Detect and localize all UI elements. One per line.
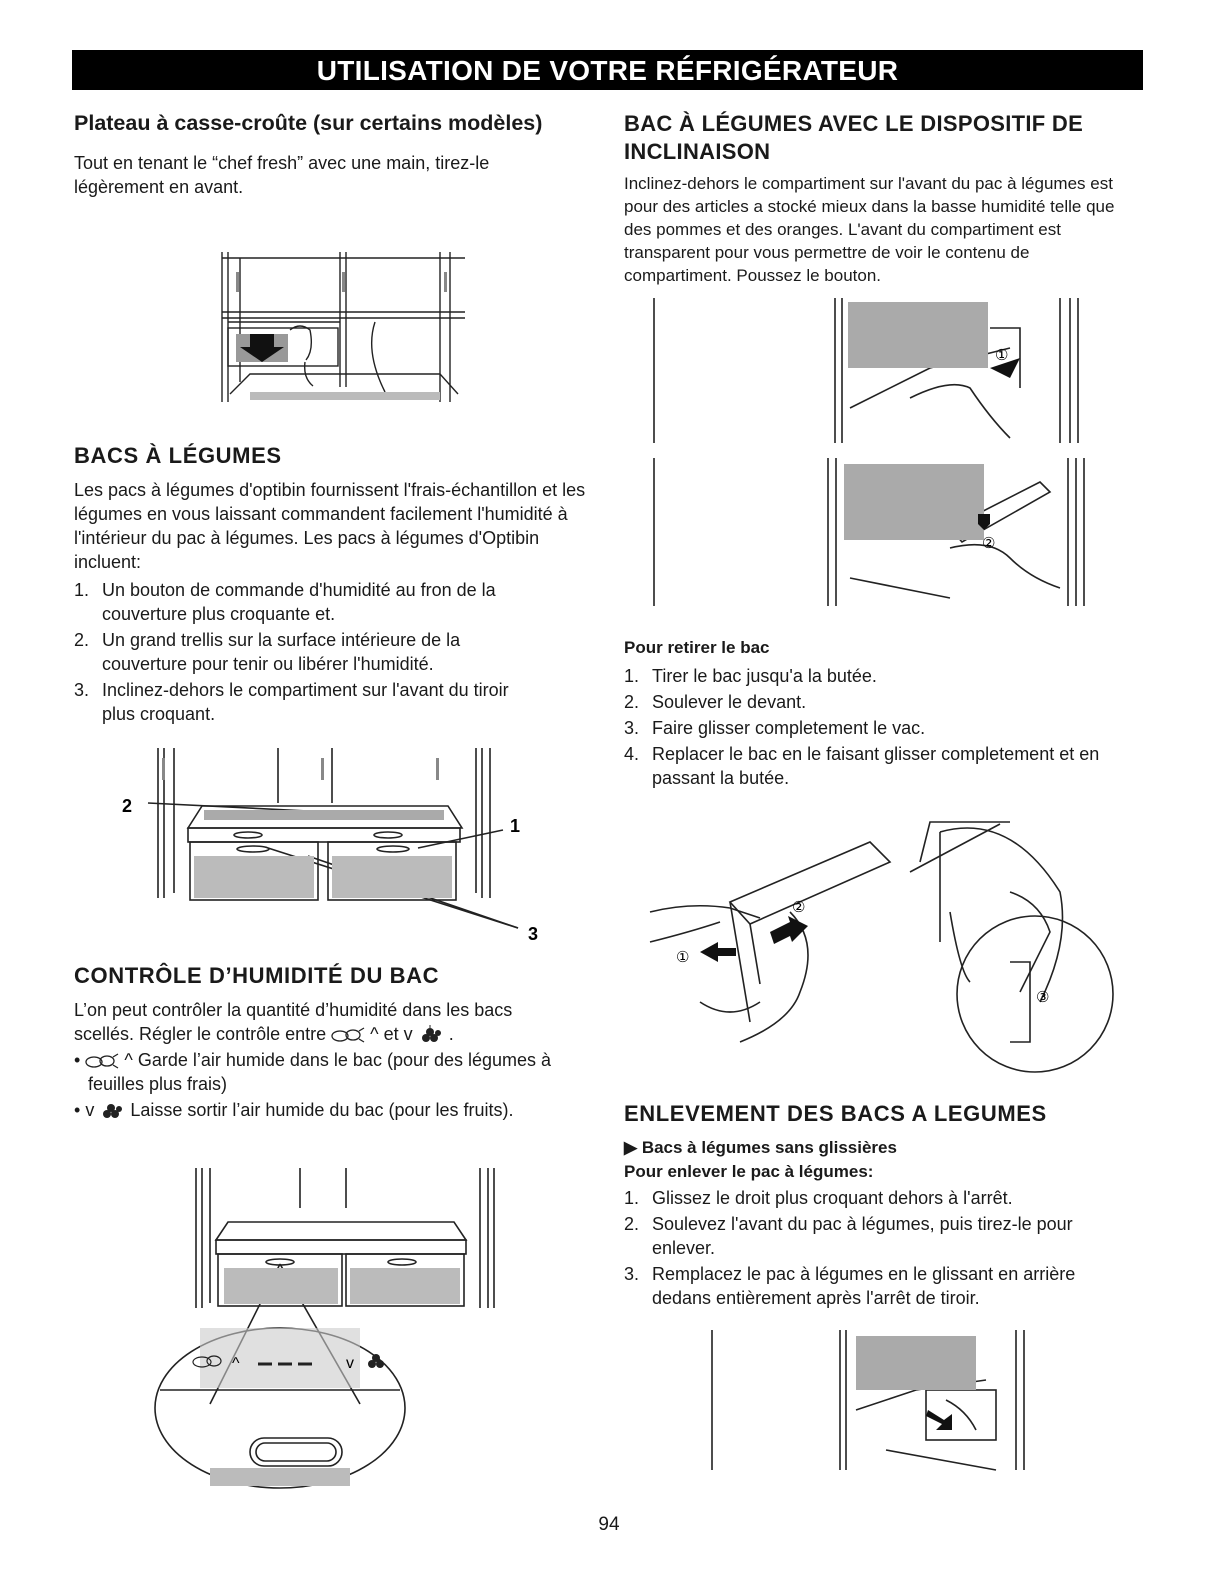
tilt-bin-section bbox=[624, 110, 1144, 287]
tilt-bin-title: BAC À LÉGUMES AVEC LE DISPOSITIF DE INCLINAISON bbox=[624, 111, 1084, 164]
step-1-label: ① bbox=[995, 347, 1009, 364]
snack-tray-illustration bbox=[200, 252, 470, 414]
remove-bin-illustration bbox=[640, 812, 1120, 1082]
list-item: 2. Soulever le devant. bbox=[624, 692, 807, 712]
remove-bin-list bbox=[624, 664, 1124, 790]
fruits-icon bbox=[99, 1101, 125, 1121]
bin-removal-section bbox=[624, 1100, 1144, 1310]
snack-tray-section bbox=[74, 110, 594, 199]
humidity-control-title: CONTRÔLE D’HUMIDITÉ DU BAC bbox=[74, 963, 440, 988]
tilt-bin-illustration-2 bbox=[650, 458, 1090, 608]
humidity-bullet-humid: • ^ Garde l’air humide dans le bac (pour des légumes à feuilles plus frais) bbox=[74, 1050, 552, 1094]
list-item: 3. Inclinez-dehors le compartiment sur l'avant du tiroir plus croquant. bbox=[74, 680, 509, 724]
bin-removal-title: ENLEVEMENT DES BACS A LEGUMES bbox=[624, 1101, 1047, 1126]
bin-removal-subtitle-2: Pour enlever le pac à légumes: bbox=[624, 1162, 874, 1181]
remove-bin-section bbox=[624, 636, 1144, 790]
list-item: 3. Remplacez le pac à légumes en le glissant en arrière dedans entièrement après l'arrêt de tiroir. bbox=[624, 1264, 1076, 1308]
list-item: 1. Tirer le bac jusqu'a la butée. bbox=[624, 666, 877, 686]
callout-1: 1 bbox=[510, 816, 521, 836]
page-number: 94 bbox=[598, 1514, 620, 1535]
bin-removal-illustration bbox=[706, 1330, 1036, 1472]
list-item: 3. Faire glisser completement le vac. bbox=[624, 718, 926, 738]
figure-label-1: ① bbox=[676, 949, 690, 966]
list-item: 1. Glissez le droit plus croquant dehors à l'arrêt. bbox=[624, 1188, 1013, 1208]
list-item: 2. Soulevez l'avant du pac à légumes, puis tirez-le pour enlever. bbox=[624, 1214, 1073, 1258]
humidity-control-text: L’on peut contrôler la quantité d’humidité dans les bacs scellés. Régler le contrôle entre ^ et v . bbox=[74, 1000, 513, 1044]
tilt-bin-illustration-1 bbox=[650, 298, 1090, 446]
triangle-bullet-icon: ▶ bbox=[624, 1138, 638, 1157]
callout-3: 3 bbox=[528, 924, 539, 944]
svg-text:^: ^ bbox=[232, 1355, 240, 1372]
humidity-control-illustration bbox=[150, 1168, 510, 1488]
humidity-control-section bbox=[74, 962, 594, 1122]
snack-tray-text: Tout en tenant le “chef fresh” avec une main, tirez-le légèrement en avant. bbox=[74, 153, 490, 197]
figure-label-2: ② bbox=[792, 899, 806, 916]
vegetables-icon bbox=[85, 1053, 119, 1069]
tilt-bin-text: Inclinez-dehors le compartiment sur l'avant du pac à légumes est pour des articles a stocké mieux dans la basse humidité telle que des pommes et des oranges. L'avant du compartiment est transparent pour vous permettre de voir le contenu de compartiment. Poussez le bouton. bbox=[624, 174, 1115, 285]
svg-text:v: v bbox=[346, 1355, 354, 1372]
crisper-bins-list bbox=[74, 578, 544, 726]
page-banner: UTILISATION DE VOTRE RÉFRIGÉRATEUR bbox=[72, 50, 1143, 90]
crisper-bins-title: BACS À LÉGUMES bbox=[74, 443, 282, 468]
remove-bin-subtitle: Pour retirer le bac bbox=[624, 638, 770, 657]
crisper-bins-section bbox=[74, 442, 594, 726]
callout-2: 2 bbox=[122, 796, 133, 816]
vegetables-icon bbox=[331, 1027, 365, 1043]
bin-removal-subtitle-1: ▶ Bacs à légumes sans glissières bbox=[624, 1138, 897, 1157]
snack-tray-title: Plateau à casse-croûte (sur certains modèles) bbox=[74, 111, 543, 135]
fruits-icon bbox=[418, 1025, 444, 1045]
step-2-label: ② bbox=[982, 535, 996, 552]
crisper-bins-text: Les pacs à légumes d'optibin fournissent l'frais-échantillon et les légumes en vous laissant commandent facilement l'humidité à l'intérieur du pac à légumes. Les pacs à légumes d'Optibin incluent: bbox=[74, 480, 586, 572]
crisper-bins-illustration bbox=[118, 748, 558, 943]
figure-label-3: ③ bbox=[1036, 989, 1050, 1006]
list-item: 2. Un grand trellis sur la surface intérieure de la couverture pour tenir ou libérer l'humidité. bbox=[74, 630, 461, 674]
humidity-bullet-dry: • v Laisse sortir l’air humide du bac (pour les fruits). bbox=[74, 1100, 514, 1120]
list-item: 1. Un bouton de commande d'humidité au fron de la couverture plus croquante et. bbox=[74, 580, 496, 624]
list-item: 4. Replacer le bac en le faisant glisser completement et en passant la butée. bbox=[624, 744, 1100, 788]
bin-removal-list bbox=[624, 1186, 1124, 1310]
